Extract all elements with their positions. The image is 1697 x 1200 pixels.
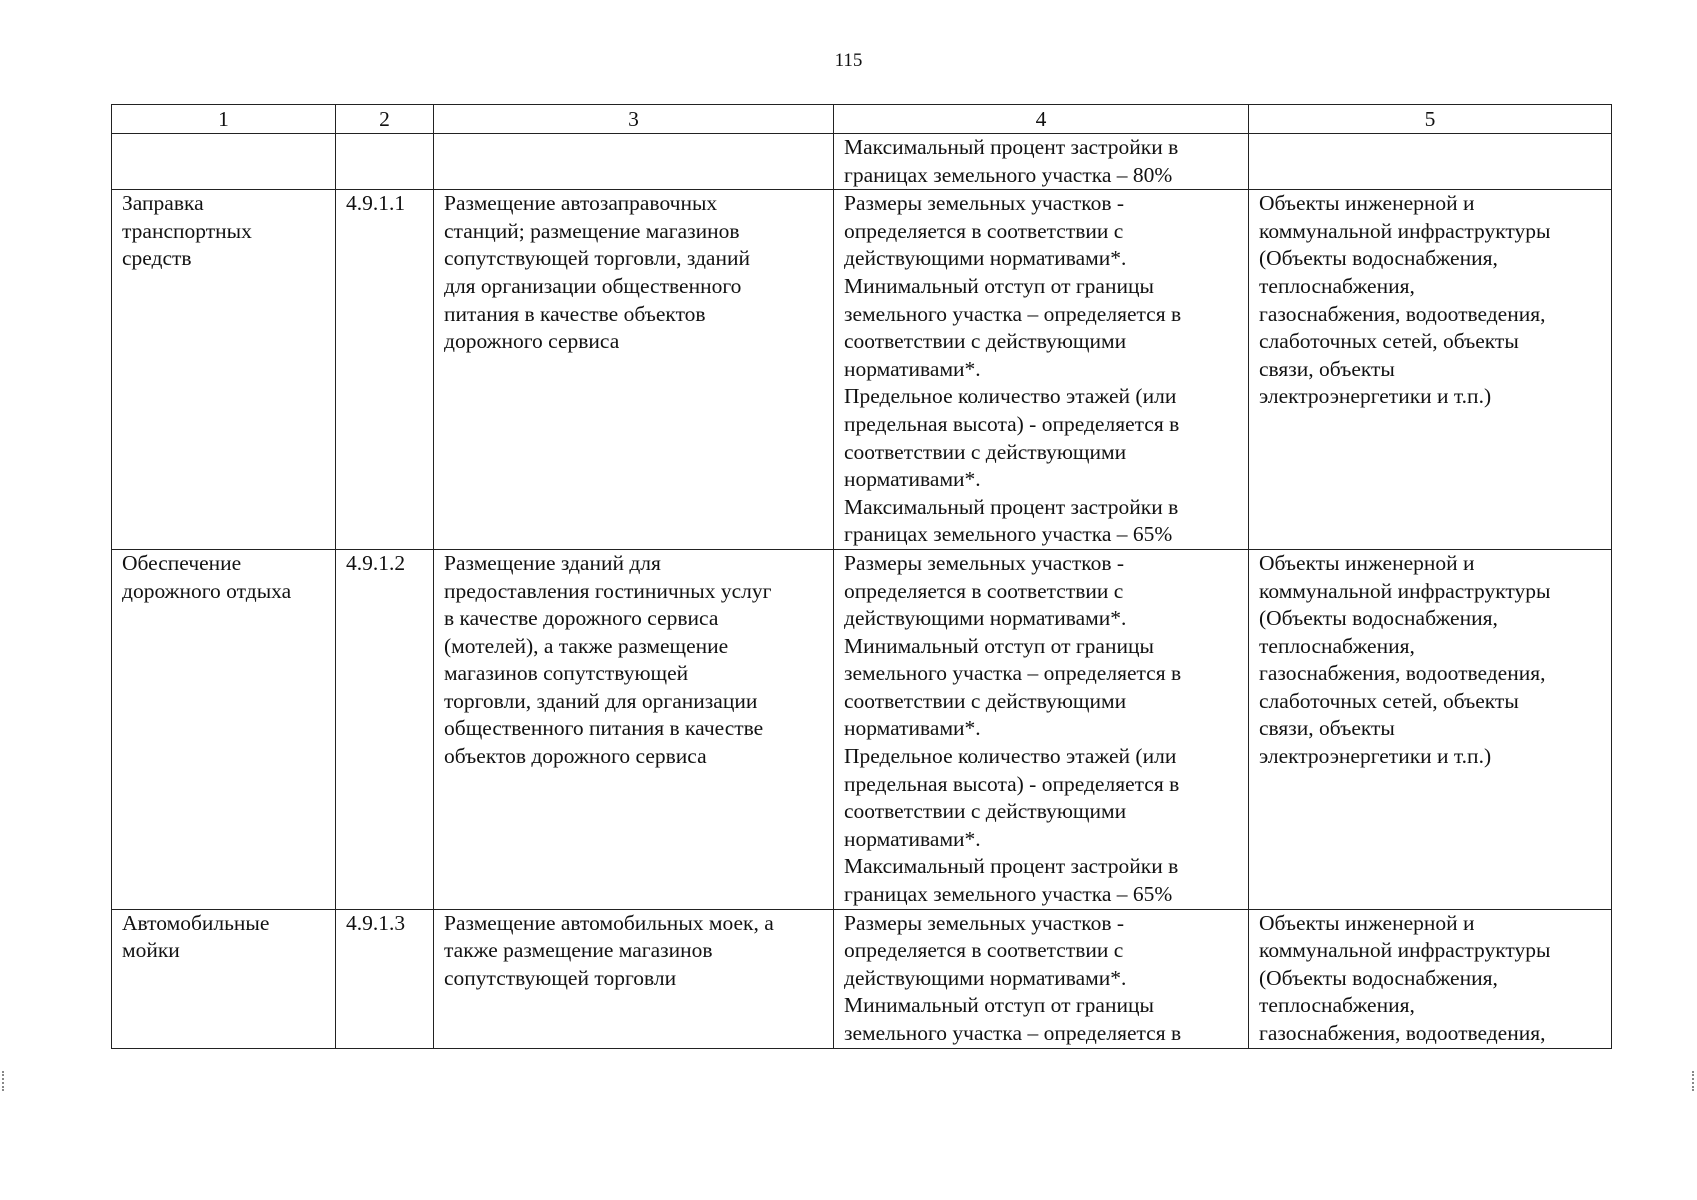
table-header-row	[112, 105, 1612, 134]
table-row	[112, 909, 1612, 1048]
column-header-2: 2	[336, 105, 434, 134]
column-header-5: 5	[1249, 105, 1612, 134]
column-header-4: 4	[834, 105, 1249, 134]
table-row	[112, 134, 1612, 190]
building-parameters: Максимальный процент застройки в границах земельного участка – 80%	[834, 134, 1249, 190]
building-parameters: Размеры земельных участков - определяется в соответствии с действующими нормативами*. Минимальный отступ от границы земельного участка – определяется в	[834, 909, 1249, 1048]
land-use-name	[112, 134, 336, 190]
land-use-name: Автомобильные мойки	[112, 909, 336, 1048]
zoning-table	[111, 104, 1612, 1049]
allowed-objects: Объекты инженерной и коммунальной инфраструктуры (Объекты водоснабжения, теплоснабжения, газоснабжения, водоотведения,	[1249, 909, 1612, 1048]
allowed-objects	[1249, 134, 1612, 190]
building-parameters: Размеры земельных участков - определяется в соответствии с действующими нормативами*. Минимальный отступ от границы земельного участка – определяется в соответствии с действующими нормативами*. Предельное количество этажей (или предельная высота) - определяется в соответствии с действующими нормативами*. Максимальный процент застройки в границах земельного участка – 65%	[834, 549, 1249, 909]
land-use-code: 4.9.1.3	[336, 909, 434, 1048]
land-use-description: Размещение автомобильных моек, а также размещение магазинов сопутствующей торговли	[434, 909, 834, 1048]
table-row	[112, 549, 1612, 909]
column-header-3: 3	[434, 105, 834, 134]
allowed-objects: Объекты инженерной и коммунальной инфраструктуры (Объекты водоснабжения, теплоснабжения, газоснабжения, водоотведения, слаботочных сетей, объекты связи, объекты электроэнергетики и т.п.)	[1249, 190, 1612, 550]
land-use-code: 4.9.1.1	[336, 190, 434, 550]
column-header-1: 1	[112, 105, 336, 134]
page-number: 115	[834, 50, 863, 71]
land-use-code: 4.9.1.2	[336, 549, 434, 909]
land-use-description	[434, 134, 834, 190]
land-use-name: Заправка транспортных средств	[112, 190, 336, 550]
scan-edge-mark-right	[1692, 1071, 1696, 1091]
table-row	[112, 190, 1612, 550]
allowed-objects: Объекты инженерной и коммунальной инфраструктуры (Объекты водоснабжения, теплоснабжения, газоснабжения, водоотведения, слаботочных сетей, объекты связи, объекты электроэнергетики и т.п.)	[1249, 549, 1612, 909]
land-use-description: Размещение зданий для предоставления гостиничных услуг в качестве дорожного сервиса (мотелей), а также размещение магазинов сопутствующей торговли, зданий для организации общественного питания в качестве объектов дорожного сервиса	[434, 549, 834, 909]
building-parameters: Размеры земельных участков - определяется в соответствии с действующими нормативами*. Минимальный отступ от границы земельного участка – определяется в соответствии с действующими нормативами*. Предельное количество этажей (или предельная высота) - определяется в соответствии с действующими нормативами*. Максимальный процент застройки в границах земельного участка – 65%	[834, 190, 1249, 550]
land-use-name: Обеспечение дорожного отдыха	[112, 549, 336, 909]
scan-edge-mark-left	[2, 1071, 6, 1091]
land-use-code	[336, 134, 434, 190]
land-use-description: Размещение автозаправочных станций; размещение магазинов сопутствующей торговли, зданий для организации общественного питания в качестве объектов дорожного сервиса	[434, 190, 834, 550]
